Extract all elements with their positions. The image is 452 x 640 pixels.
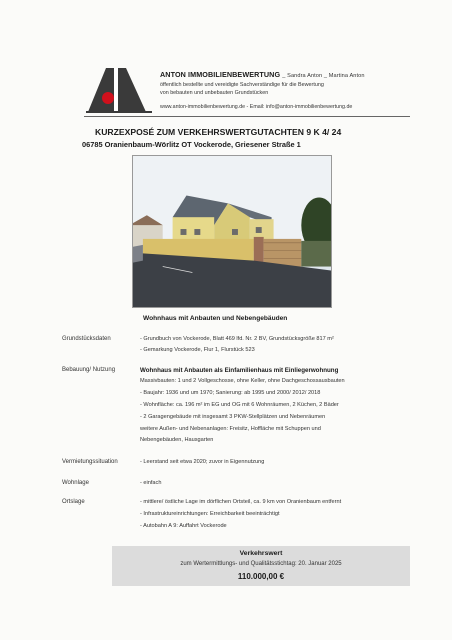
firm-description-line-2: von bebauten und unbebauten Grundstücken	[160, 90, 269, 96]
grundstueck-line: - Gemarkung Vockerode, Flur 1, Flurstück 523	[140, 347, 255, 353]
firm-persons: _ Sandra Anton _ Martina Anton	[282, 73, 365, 79]
bebauung-line: Nebengebäuden, Hausgarten	[140, 437, 214, 443]
document-title: KURZEXPOSÉ ZUM VERKEHRSWERTGUTACHTEN 9 K 4/ 24	[95, 127, 342, 137]
firm-description-line-1: öffentlich bestellte und vereidigte Sachverständige für die Bewertung	[160, 82, 324, 88]
bebauung-line: Massivbauten: 1 und 2 Vollgeschosse, ohne Keller, ohne Dachgeschossausbauten	[140, 378, 345, 384]
firm-contact: www.anton-immobilienbewertung.de - Email: info@anton-immobilienbewertung.de	[160, 104, 353, 110]
label-wohnlage: Wohnlage	[62, 480, 89, 486]
label-grundstuecksdaten: Grundstücksdaten	[62, 336, 111, 342]
property-address: 06785 Oranienbaum-Wörlitz OT Vockerode, Griesener Straße 1	[82, 140, 301, 149]
bebauung-headline: Wohnhaus mit Anbauten als Einfamilienhaus mit Einliegerwohnung	[140, 367, 339, 374]
ortslage-line: - Infrastruktureinrichtungen: Erreichbarkeit beeinträchtigt	[140, 511, 280, 517]
firm-name-text: ANTON IMMOBILIENBEWERTUNG	[160, 70, 281, 79]
verkehrswert-amount: 110.000,00 €	[237, 572, 285, 581]
grundstueck-line: - Grundbuch von Vockerode, Blatt 469 lfd. Nr. 2 BV, Grundstücksgröße 817 m²	[140, 336, 334, 342]
firm-name	[160, 70, 365, 79]
bebauung-line: - Baujahr: 1936 und um 1970; Sanierung: ab 1995 und 2000/ 2012/ 2018	[140, 390, 321, 396]
ortslage-line: - mittlere/ östliche Lage im dörflichen Ortsteil, ca. 9 km von Oranienbaum entfernt	[140, 499, 342, 505]
stichtag-line: zum Wertermittlungs- und Qualitätsstichtag: 20. Januar 2025	[180, 561, 342, 567]
letterhead-divider	[84, 116, 410, 117]
label-bebauung-nutzung: Bebauung/ Nutzung	[62, 367, 116, 373]
anton-logo-icon	[84, 64, 154, 114]
vermietung-line: - Leerstand seit etwa 2020; zuvor in Eigennutzung	[140, 459, 265, 465]
bebauung-line: weitere Außen- und Nebenanlagen: Freisitz, Hoffläche mit Schuppen und	[140, 426, 321, 432]
label-ortslage: Ortslage	[62, 499, 85, 505]
label-vermietungssituation: Vermietungssituation	[62, 459, 118, 465]
property-photo	[132, 155, 332, 308]
verkehrswert-title: Verkehrswert	[239, 550, 283, 557]
ortslage-line: - Autobahn A 9: Auffahrt Vockerode	[140, 523, 227, 529]
bebauung-line: - Wohnfläche: ca. 196 m² im EG und OG mit 6 Wohnräumen, 2 Küchen, 2 Bäder	[140, 402, 339, 408]
wohnlage-line: - einfach	[140, 480, 162, 486]
photo-caption: Wohnhaus mit Anbauten und Nebengebäuden	[143, 315, 288, 322]
verkehrswert-box	[112, 546, 410, 586]
bebauung-line: - 2 Garagengebäude mit insgesamt 3 PKW-Stellplätzen und Nebenräumen	[140, 414, 326, 420]
